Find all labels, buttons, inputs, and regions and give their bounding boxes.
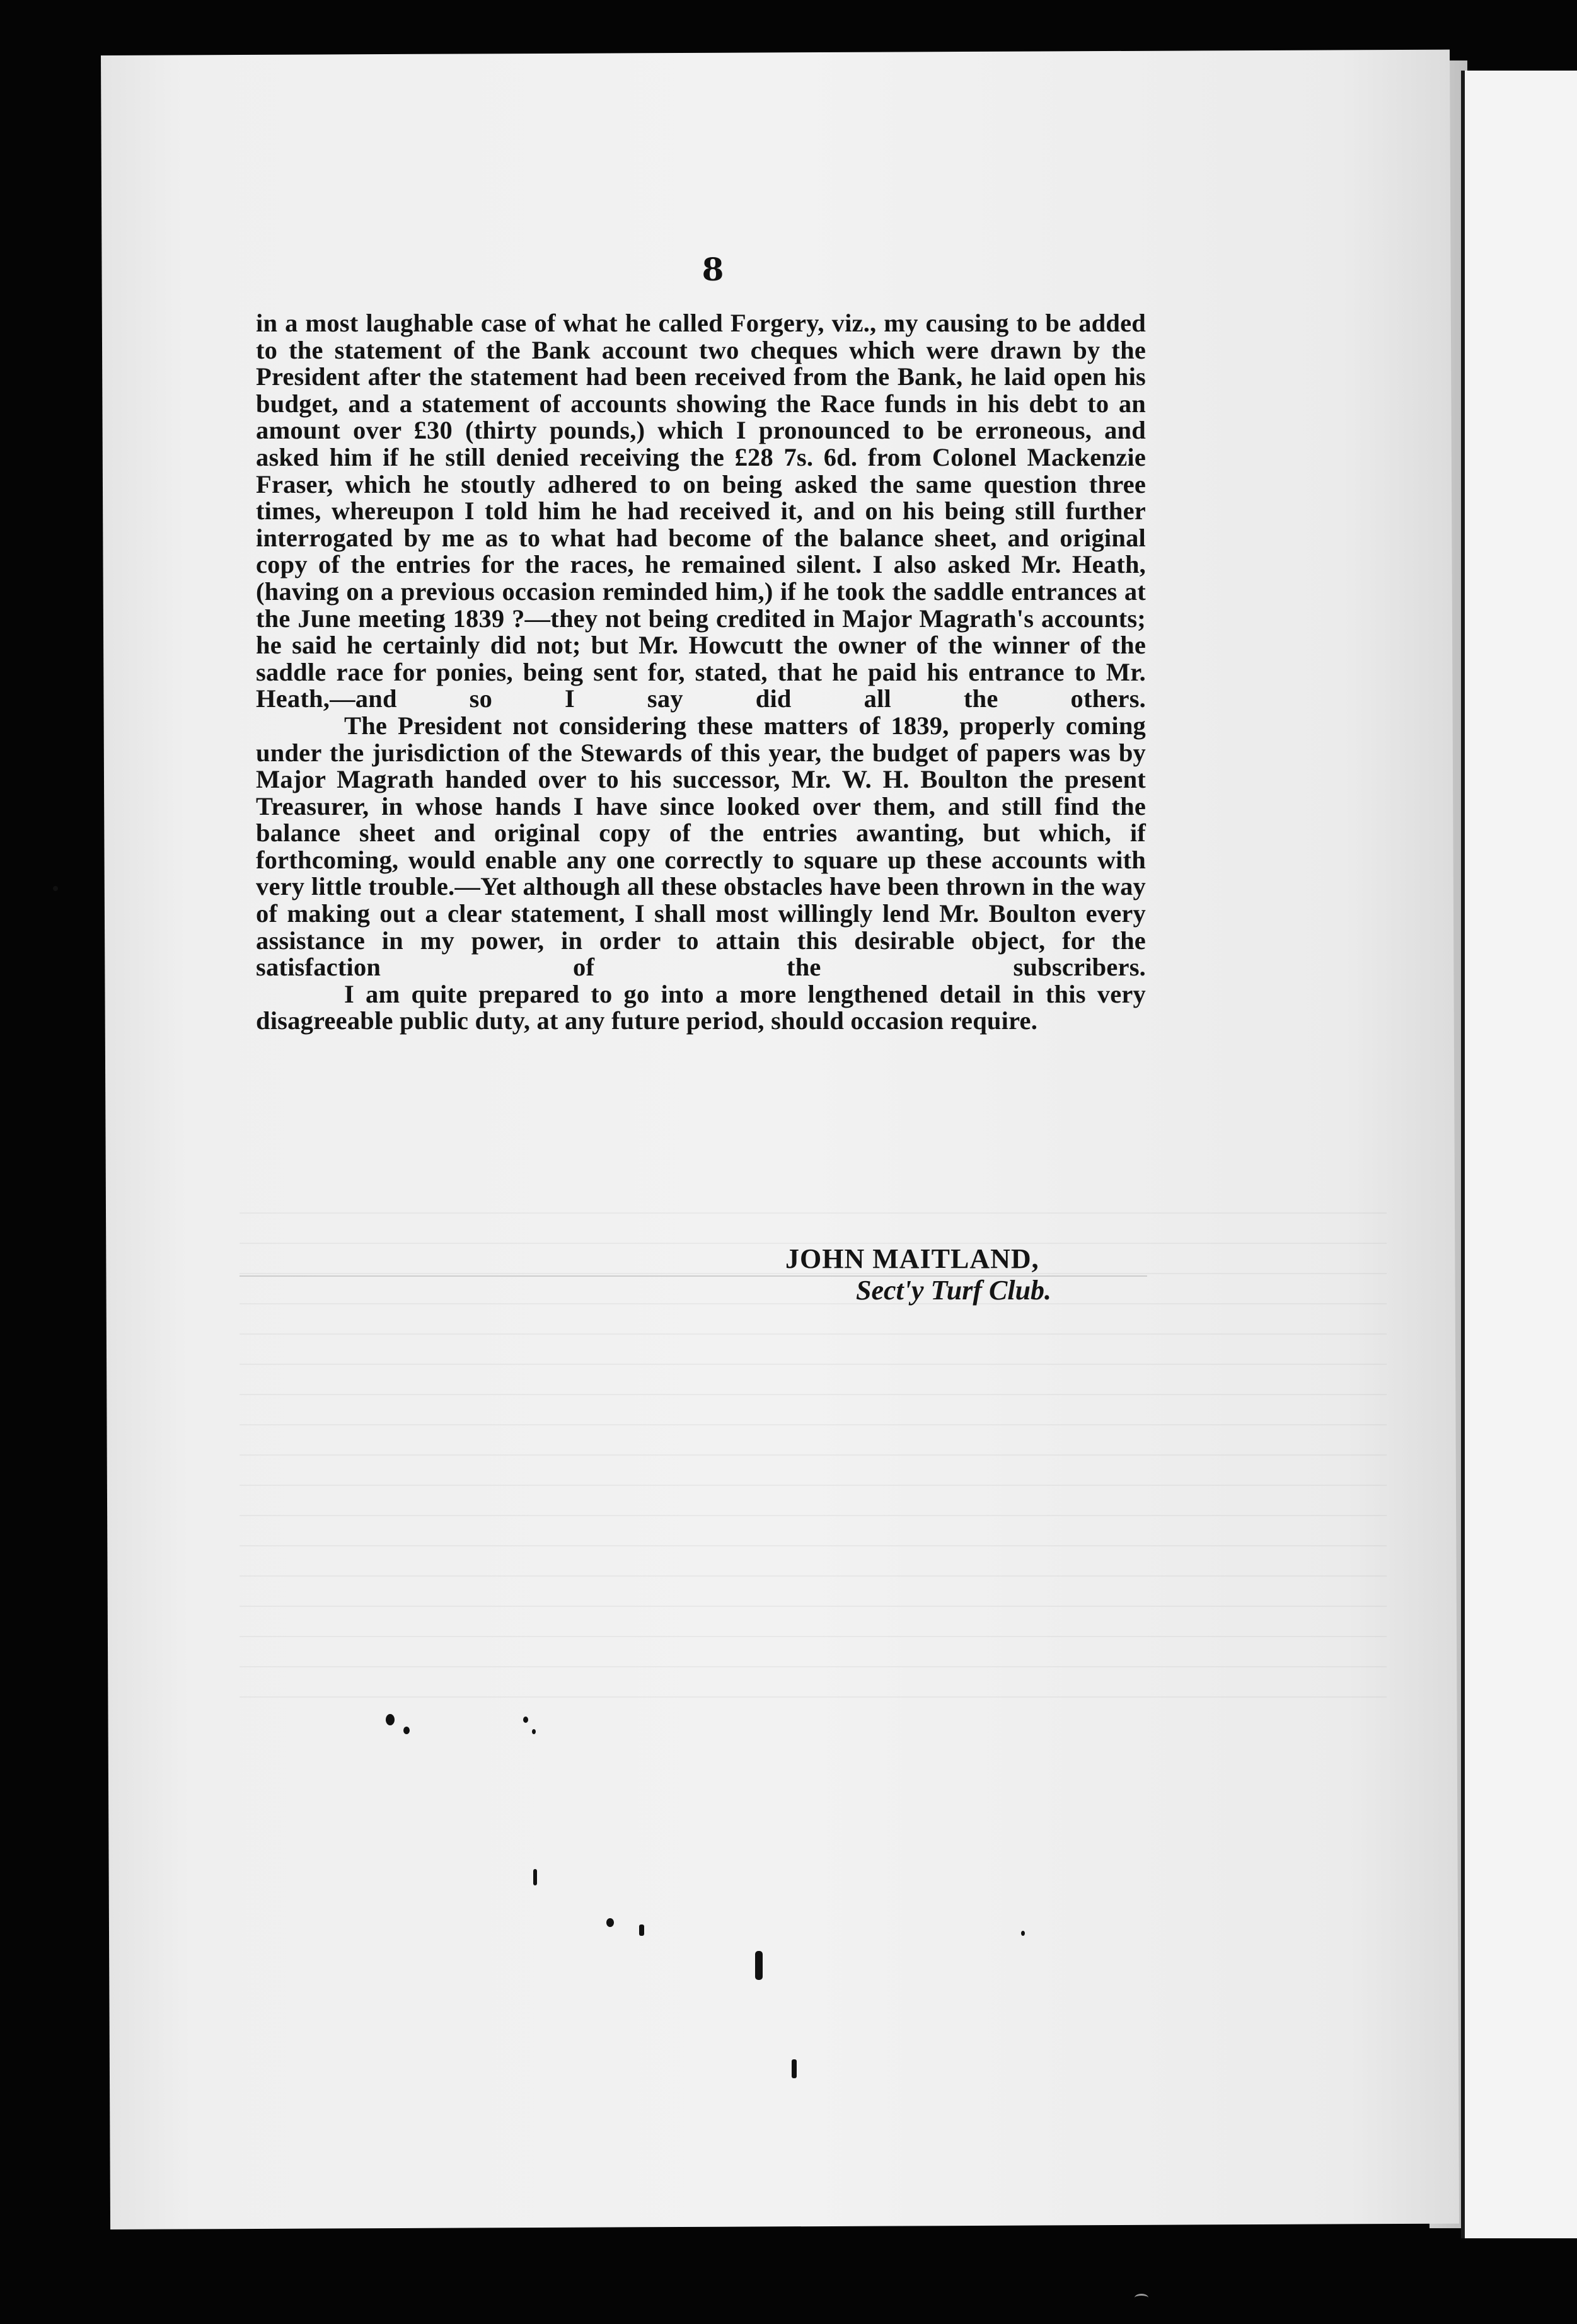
ink-speck — [53, 886, 58, 891]
paragraph-2: The President not considering these matters of 1839, properly coming under the jurisdiction of the Stewards of this year, the budget of papers was by Major Magrath handed over to his successor, Mr. W. H. Boulton the present Treasurer, in whose hands I have since looked over them, and still find the balance sheet and original copy of the entries awanting, but which, if forthcoming, would enable any one correctly to square up these accounts with very little trouble.—Yet although all these obstacles have been thrown in the way of making out a clear statement, I shall most willingly lend Mr. Boulton every assistance in my power, in order to attain this desirable object, for the satisfaction of the subscribers. — [256, 711, 1146, 982]
body-text — [256, 310, 1146, 1035]
ink-speck — [386, 1714, 395, 1725]
adjacent-page — [1461, 71, 1577, 2238]
ink-speck — [533, 1869, 537, 1885]
ink-speck — [403, 1727, 410, 1734]
ink-speck — [523, 1717, 528, 1723]
paragraph-1: in a most laughable case of what he called Forgery, viz., my causing to be added to the statement of the Bank account two cheques which were drawn by the President after the statement had been received from the Bank, he laid open his budget, and a statement of accounts showing the Race funds in his debt to an amount over £30 (thirty pounds,) which I pronounced to be erroneous, and asked him if he still denied receiving the £28 7s. 6d. from Colonel Mackenzie Fraser, which he stoutly adhered to on being asked the same question three times, whereupon I told him he had received it, and on his being still further interrogated by me as to what had become of the balance sheet, and original copy of the entries for the races, he remained silent. I also asked Mr. Heath, (having on a previous occasion reminded him,) if he took the saddle entrances at the June meeting 1839 ?—they not being credited in Major Magrath's accounts; he said he certainly did not; but Mr. Howcutt the owner of the winner of the saddle race for ponies, being sent for, stated, that he paid his entrance to Mr. Heath,—and so I say did all the others. — [256, 309, 1146, 713]
signature-title: Sect'y Turf Club. — [856, 1275, 1052, 1306]
signature-name: JOHN MAITLAND, — [785, 1243, 1039, 1274]
paragraph-3: I am quite prepared to go into a more lengthened detail in this very disagreeable public duty, at any future period, should occasion require. — [256, 979, 1146, 1035]
scan-mark — [1135, 2294, 1148, 2302]
ink-speck — [1021, 1931, 1025, 1936]
ink-speck — [532, 1729, 536, 1734]
page-number: 8 — [702, 251, 724, 288]
ink-speck — [639, 1924, 644, 1936]
ink-speck — [606, 1918, 614, 1927]
ink-speck — [792, 2059, 797, 2078]
ink-speck — [755, 1951, 763, 1980]
